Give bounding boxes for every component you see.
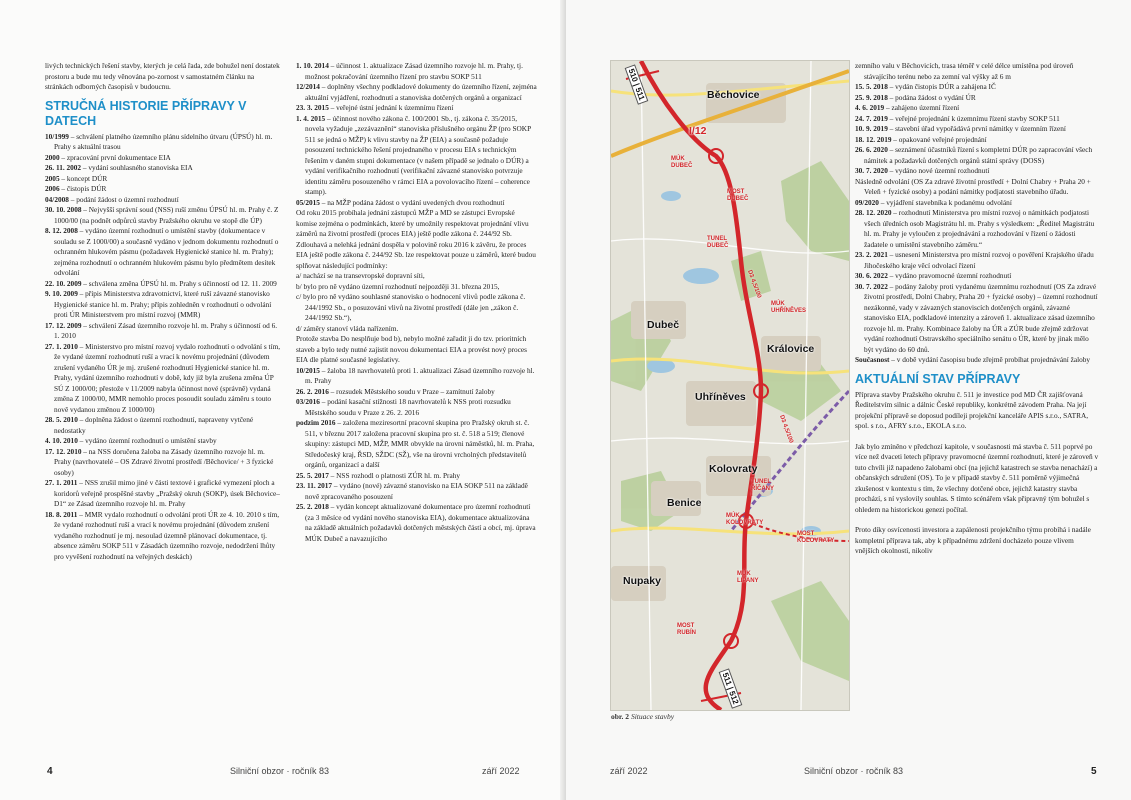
history-entry: c/ bylo pro ně vydáno souhlasné stanovisko o hodnocení vlivů podle zákona č. 244/1992 Sb., o posuzování vlivů na životní prostředí (dále jen „zákon č. 244/1992 Sb.“), <box>296 292 526 322</box>
history-entry: 23. 11. 2017 – vydáno (nové) závazné stanovisko na EIA SOKP 511 na základě nově zpracovaného posouzení <box>296 481 528 501</box>
eia-paragraph: Od roku 2015 probíhala jednání zástupců MŽP a MD se zástupci Evropské komise zejména o podmínkách, které by umožnily respektovat projednání vlivu záměrů na životní prostředí (proces EIA) ještě podle zákona č. 244/92 Sb. Zdlouhavá a nelehká jednání dospěla v polovině roku 2016 k závěru, že proces EIA ještě podle zákona č. 244/92 Sb. lze respektovat pouze u záměrů, které budou splňovat následující podmínky: <box>296 208 536 270</box>
history-entry: 03/2016 – podání kasační stížnosti 18 navrhovatelů k NSS proti rozsudku Městského soudu v Praze z 26. 2. 2016 <box>296 397 511 417</box>
history-entry: 25. 2. 2018 – vydán koncept aktualizované dokumentace pro územní rozhodnutí (za 3 měsíce od vydání nového stanoviska EIA), dokumentace aktualizována na základě aktuálních požadavků dotčených městských částí a obcí, mj. úprava MÚK Dubeč a navazujícího <box>296 502 536 543</box>
place-uhrineves: Uhříněves <box>695 391 746 403</box>
right-journal-title: Silniční obzor · ročník 83 <box>804 766 904 776</box>
section-511-512-badge: 511 | 512 <box>719 668 743 708</box>
history-entry: 1. 10. 2014 – účinnost 1. aktualizace Zásad územního rozvoje hl. m. Prahy, tj. možnost pokračování územního řízení pro stavbu SOKP 511 <box>296 61 523 81</box>
history-entry: 22. 10. 2009 – schválena změna ÚPSÚ hl. m. Prahy s účinností od 12. 11. 2009 <box>45 278 277 288</box>
route-situation-map <box>610 60 850 711</box>
place-bechovice: Běchovice <box>707 89 760 101</box>
label-muk-lipany: MÚK LIPANY <box>737 571 759 584</box>
history-entry: a/ nachází se na transevropské dopravní síti, <box>296 271 425 280</box>
label-muk-kolovraty: MÚK KOLOVRATY <box>726 513 764 526</box>
history-entry: 26. 6. 2020 – seznámení účastníků řízení s kompletní DÚR po zapracování všech námitek a požadavků dotčených orgánů státní správy (DOSS) <box>855 145 1093 165</box>
history-list <box>45 132 283 563</box>
history-entry: 30. 7. 2022 – podány žaloby proti vydanému územnímu rozhodnutí (OS Za zdravé životní prostředí, Dolní Chabry, Praha 20 + fyzické osoby) – územní rozhodnutí nezákonné, vady v závazných stanoviscích dotčených orgánů, závazné stanovisko EIA, podkladové intenzity a zároveň 1. aktualizace zásad územního rozvoje hl. m. Prahy. Kombinace žaloby na ÚR a ZÚR bude zřejmě zdržovat vydání rozhodnutí Ostravského speciálního senátu o ÚR, které by jinak mělo být vydáno do 60 dnů. <box>855 281 1098 354</box>
status-paragraph-2: Jak bylo zmíněno v předchozí kapitole, v současnosti má stavba č. 511 poprvé po více než dvaceti letech přípravy pravomocné územní rozhodnutí, které je zároveň v tuto chvíli již napadeno žalobami obcí (na jejichž katastrech se stavba nenachází) a občanských sdružení (OS). To je v případě stavby č. 511 poměrně výjimečná zkušenost v kontextu s tím, že všechny dotčené obce, jejichž katastry stavba prochází, s ní vyslovily souhlas. S tímto scénářem však připravný tým bohužel s ohledem na historickou genezi počítal. <box>855 441 1099 514</box>
left-column-2 <box>296 61 537 544</box>
place-nupaky: Nupaky <box>623 575 661 587</box>
label-most-dubec: MOST DUBEČ <box>727 189 749 202</box>
history-entry: 2000 – zpracování první dokumentace EIA <box>45 152 171 162</box>
history-entry: 10/1999 – schválení platného územního plánu sídelního útvaru (ÚPSÚ) hl. m. Prahy s aktuální trasou <box>45 131 273 151</box>
history-entry: 18. 12. 2019 – opakované veřejné projednání <box>855 134 987 144</box>
intro-paragraph: livých technických řešení stavby, kterých je celá řada, zde bohužel není dostatek prostoru a bude mu tedy věnována po-zornost v samostatném článku na stránkách odborných časopisů v budoucnu. <box>45 61 280 91</box>
history-entry: 27. 1. 2011 – NSS zrušil mimo jiné v části textové i grafické vymezení ploch a koridorů veřejně prospěšné stavby „Pražský okruh (SOKP), úsek Běchovice–D1“ ze Zásad územního rozvoje hl. m. Prahy <box>45 478 280 508</box>
label-d3-1: D3 4,5/100 <box>746 269 762 299</box>
history-entry: 17. 12. 2010 – na NSS doručena žaloba na Zásady územního rozvoje hl. m. Prahy (navrhovatelé – OS Zdravé životní prostředí /Běchovice/ + 3 fyzické osoby) <box>45 446 274 477</box>
history-entry: 1. 4. 2015 – účinnost nového zákona č. 100/2001 Sb., tj. zákona č. 35/2015, novela vyžaduje „zezávaznění“ stanoviska příslušného orgánu ŽP (pro SOKP 511 se jedná o MŽP) k vlivu stavby na ŽP (EIA) a současně požaduje posouzení technického řešení projednaného v procesu EIA s technickým řešením v daném stupni dokumentace (v našem případě se jednalo o DÚR) a vydání verifikačního rozhodnutí (verifikační závazné stanovisko potvrzuje identitu záměru posouzeného v rámci EIA a povolovacího řízení – coherence stamp). <box>296 113 531 196</box>
map-caption <box>611 712 674 721</box>
history-entry: 10. 9. 2019 – stavební úřad vypořádává první námitky v územním řízení <box>855 124 1066 133</box>
label-d3-2: D3 4,5/100 <box>778 414 794 444</box>
history-list-cont <box>296 61 537 208</box>
section-510-511-badge: 510 | 511 <box>625 64 649 104</box>
history-entry: 05/2015 – na MŽP podána žádost o vydání uvedených dvou rozhodnutí <box>296 197 505 207</box>
right-text-column <box>855 61 1099 557</box>
caption-label: obr. 2 <box>611 712 630 721</box>
label-most-rubin: MOST RUBÍN <box>677 623 696 636</box>
history-entry: 24. 7. 2019 – veřejné projednání k územnímu řízení stavby SOKP 511 <box>855 113 1060 123</box>
history-entry: 09/2020 – vyjádření stavebníka k podanému odvolání <box>855 197 1012 207</box>
label-muk-dubec: MÚK DUBEČ <box>671 156 693 169</box>
history-entry: 26. 11. 2002 – vydání souhlasného stanoviska EIA <box>45 163 193 172</box>
history-entry: 4. 10. 2010 – vydáno územní rozhodnutí o umístění stavby <box>45 436 217 445</box>
history-entry: 8. 12. 2008 – vydáno územní rozhodnutí o umístění stavby (dokumentace v souladu se Z 1000/00) a současně vydáno v jednom dokumentu rozhodnutí o ochranném hlukovém pásmu (požadavek Hygienické stanice hl. m. Prahy); zejména rozhodnutí o ochranném hlukovém pásmu bylo předmětem desítek odvolání <box>45 226 279 277</box>
history-entry: 15. 5. 2018 – vydán čistopis DÚR a zahájena IČ <box>855 82 996 91</box>
status-paragraph-3: Proto díky osvícenosti investora a zapálenosti projekčního týmu probíhá i nadále kompletní příprava tak, aby k případnému zdržení docházelo pouze vlivem vnějších okolností, nikoliv <box>855 525 1091 555</box>
label-most-kolovraty: MOST KOLOVRATY <box>797 531 835 544</box>
label-tunel-dubec: TUNEL DUBEČ <box>707 236 729 249</box>
status-heading: AKTUÁLNÍ STAV PŘÍPRAVY <box>855 371 1021 386</box>
history-entry: b/ bylo pro ně vydáno územní rozhodnutí nejpozději 31. března 2015, <box>296 281 500 291</box>
history-entry: 28. 12. 2020 – rozhodnutí Ministerstva pro místní rozvoj o námitkách podjatosti všech úředních osob Magistrátu hl. m. Prahy s výsledkem: „Ředitel Magistrátu hl. m. Prahy je vyloučen z projednávání a rozhodování v řízení o žádosti žadatele o umístění stavebního záměru.“ <box>855 208 1095 249</box>
history-entry: 28. 5. 2010 – doplněna žádost o územní rozhodnutí, napraveny vytčené nedostatky <box>45 415 254 435</box>
left-journal-title: Silniční obzor · ročník 83 <box>230 766 330 776</box>
history-entry: 17. 12. 2009 – schválení Zásad územního rozvoje hl. m. Prahy s účinností od 6. 1. 2010 <box>45 320 278 340</box>
history-entry: zemního valu v Běchovicích, trasa téměř v celé délce umístěna pod úroveň stávajícího terénu nebo za zemní val výšky až 6 m <box>855 61 1074 81</box>
history-entry: 26. 2. 2016 – rozsudek Městského soudu v Praze – zamítnutí žaloby <box>296 386 495 396</box>
history-entry: Současnost – v době vydání časopisu bude zřejmě probíhat projednávání žaloby <box>855 355 1091 364</box>
history-entry: 12/2014 – doplněny všechny podkladové dokumenty do územního řízení, zejména aktuální vyjádření, rozhodnutí a stanoviska dotčených orgánů a organizací <box>296 82 537 102</box>
history-entry: 2006 – čistopis DÚR <box>45 184 107 193</box>
history-entry: 04/2008 – podání žádost o územní rozhodnutí <box>45 194 179 204</box>
history-entry: 30. 7. 2020 – vydáno nové územní rozhodnutí <box>855 166 990 175</box>
conditions-list <box>296 271 537 334</box>
history-entry: 25. 9. 2018 – podána žádost o vydání ÚR <box>855 92 976 102</box>
left-page-number: 4 <box>47 766 53 777</box>
place-dubec: Dubeč <box>647 319 680 331</box>
history-entry: 30. 6. 2022 – vydáno pravomocné územní rozhodnutí <box>855 271 1012 280</box>
history-entry: 25. 5. 2017 – NSS rozhodl o platnosti ZÚR hl. m. Prahy <box>296 470 460 480</box>
map-graphic <box>611 61 849 710</box>
status-paragraph-1: Příprava stavby Pražského okruhu č. 511 je investice pod MD ČR zajišťovaná Ředitelstvím silnic a dálnic České republiky, konkrétně závodem Praha. Na její projekční přípravě se doposud podíleji projekční kanceláře APIS s.r.o., SATRA, spol. s r.o., AFRY s.r.o., EKOLA s.r.o. <box>855 389 1089 430</box>
history-entry: 4. 6. 2019 – zahájeno územní řízení <box>855 103 960 112</box>
left-issue-date: září 2022 <box>482 766 520 776</box>
history-entry: 23. 3. 2015 – veřejné ústní jednání k územnímu řízení <box>296 103 454 112</box>
history-entry: d/ záměry stanoví vláda nařízením. <box>296 323 399 333</box>
history-entry: 10/2015 – žaloba 18 navrhovatelů proti 1. aktualizaci Zásad územního rozvoje hl. m. Prahy <box>296 365 535 385</box>
history-entry: 18. 8. 2011 – MMR vydalo rozhodnutí o odvolání proti ÚR ze 4. 10. 2010 s tím, že vydané rozhodnutí ruší a vrací k novému projednání (důvodem zrušení vydaného rozhodnutí je mj. nesoulad územně plánovací dokumentace, tj. absence záměru SOKP 511 v Zásadách územního rozvoje, nedodržení lhůty pro vyvěšení rozhodnutí na veřejných deskách) <box>45 509 280 561</box>
history-entry: podzim 2016 – založena meziresortní pracovní skupina pro Pražský okruh st. č. 511, v březnu 2017 založena pracovní skupina pro st. č. 518 a 519; členové skupiny: zástupci MD, MŽP, MMR obvykle na úrovni náměstků, hl. m. Praha, Středočeský kraj, ŘSD, SŽDC (SŽ), vše na úrovni vrcholných představitelů orgánů, organizací a další <box>296 418 535 469</box>
label-tunel-ricany: TUNEL ŘÍČANY I <box>751 479 775 498</box>
history-list-cont-3 <box>855 61 1099 366</box>
history-heading: STRUČNÁ HISTORIE PŘÍPRAVY V DATECH <box>45 98 247 128</box>
right-issue-date: září 2022 <box>610 766 648 776</box>
history-entry: 9. 10. 2009 – přípis Ministerstva zdravotnictví, které ruší závazné stanovisko Hygienické stanice hl. m. Prahy; přípis zohledněn v rozhodnutí o odvolání proti ÚR Ministerstvem pro místní rozvoj (MMR) <box>45 289 272 319</box>
history-entry: 30. 10. 2008 – Nejvyšší správní soud (NSS) ruší změnu ÚPSÚ hl. m. Prahy č. Z 1000/00 (na podnět odpůrců stavby Pražského okruhu ve stopě dle ÚP) <box>45 205 279 225</box>
place-kolovraty: Kolovraty <box>709 463 758 475</box>
place-benice: Benice <box>667 497 702 509</box>
left-column-1 <box>45 61 283 562</box>
label-muk-uhrineves: MÚK UHŘÍNĚVES <box>771 301 807 314</box>
history-entry: Následně odvolání (OS Za zdravé životní prostředí + Dolní Chabry + Praha 20 + Veleň + fyzické osoby) a podání námitky podjatosti stavebního úřadu. <box>855 176 1091 196</box>
road-i12-label: I/12 <box>689 125 707 137</box>
history-entry: 23. 2. 2021 – usnesení Ministerstva pro místní rozvoj o pověření Krajského úřadu Jihočeského kraje věcí odvolací řízení <box>855 250 1094 270</box>
eia-paragraph-2: Protože stavba Do nesplňuje bod b), nebylo možné zařadit ji do tzv. prioritních staveb a bylo tedy nutné zajistit novou dokumentaci EIA a provést nový proces EIA dle platné současné legislativy. <box>296 334 528 364</box>
right-page-number: 5 <box>1091 766 1097 777</box>
history-entry: 2005 – koncept DÚR <box>45 173 108 183</box>
place-kralovice: Královice <box>767 343 815 355</box>
history-entry: 27. 1. 2010 – Ministerstvo pro místní rozvoj vydalo rozhodnutí o odvolání s tím, že vydané územní rozhodnutí ruší a vrací k novému projednání (důvodem zrušení vydaného ÚR je mj. zrušené rozhodnutí Hygienické stanice hl. m. Prahy, vydání územního rozhodnutí v době, kdy již byla zrušena změna ÚP SÚ Z 1000/00; přestože v 11/2009 nabyla účinnost nové (správně) vydaná změna Z 1000/00, MMR nemohlo proces posoudit souladu záměru s touto nově vydanou změnou Z 1000/00) <box>45 341 281 414</box>
history-list-cont-2 <box>296 366 537 545</box>
caption-text: Situace stavby <box>630 712 675 721</box>
